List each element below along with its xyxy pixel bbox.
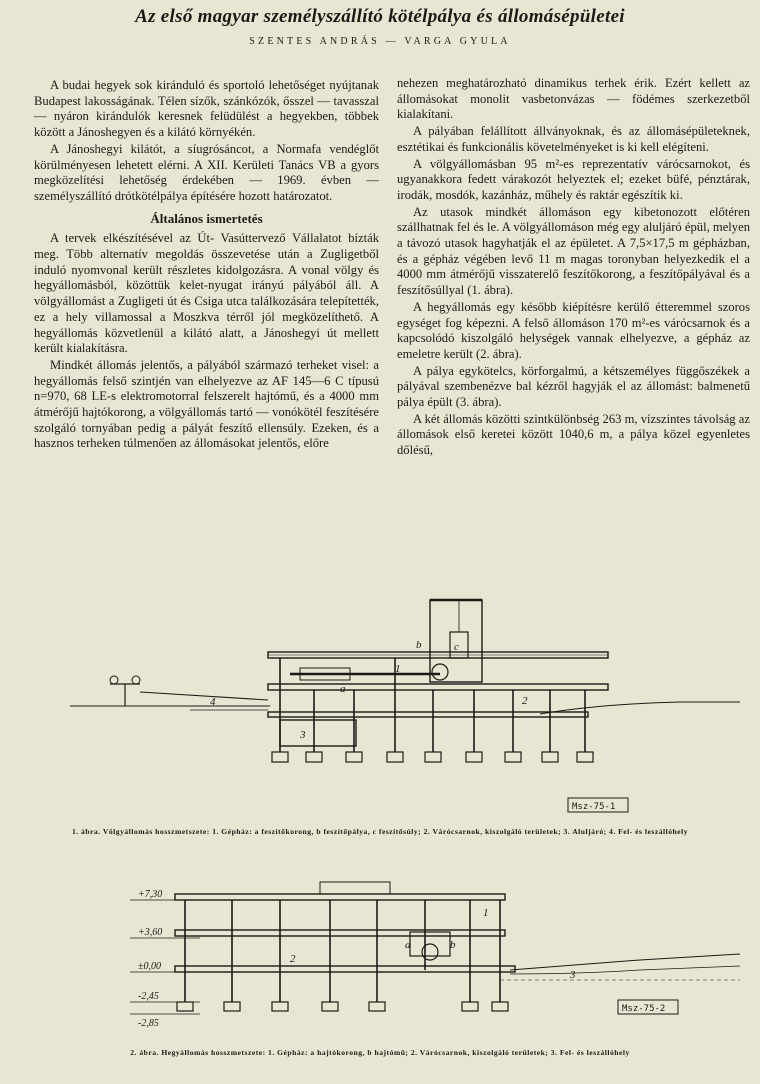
figure-2-caption: 2. ábra. Hegyállomás hosszmetszete: 1. Gépház: a hajtókorong, b hajtómű; 2. Várócsarnok, kiszolgáló területek; 3. Fel- és leszállóhely — [130, 1048, 630, 1057]
level-marker: +3,60 — [138, 927, 163, 938]
figure-label: a — [340, 683, 346, 695]
right-column — [397, 76, 750, 460]
figure-1-caption: 1. ábra. Völgyállomás hosszmetszete: 1. Gépház: a feszítőkorong, b feszítőpálya, c feszítősúly; 2. Várócsarnok, kiszolgáló területek; 3. Aluljáró; 4. Fel- és leszállóhely — [71, 827, 689, 836]
figure-label: 3 — [300, 729, 306, 741]
left-column — [34, 78, 379, 453]
paragraph: nehezen meghatározható dinamikus terhek érik. Ezért kellett az állomásokat monolit vasbetonvázas — födémes szerkezetből kialakítani. — [397, 76, 750, 122]
level-marker: ±0,00 — [138, 961, 161, 972]
figure-label: 4 — [210, 696, 216, 708]
figure-label: 3 — [570, 969, 576, 981]
article-title: Az első magyar személyszállító kötélpálya és állomásépületei — [135, 6, 625, 27]
paragraph: Az utasok mindkét állomáson egy kibetonozott előtéren szállhatnak fel és le. A völgyállomáson még egy aluljáró épül, melyen a távozó utasok hagyhatják el az épületet. A 7,5×17,5 m gépházban, és a gépház végében levő 11 m magas toronyban helyezkedik el a 4000 mm átmérőjű visszaterelő feszítőkorong, a feszítőpályával és a feszítősúllyal (1. ábra). — [397, 204, 750, 298]
paragraph: A tervek elkészítésével az Út- Vasúttervező Vállalatot bízták meg. Több alternatív megoldás összevetése után a Zugligetből induló nyomvonal került részletes kidolgozásra. A vonal völgy és hegyállomásból, közöttük kelet-nyugat irányú pályából áll. A völgyállomást a Zugligeti út és Csiga utca találkozására telepítették, ez a hely villamossal a Moszkva térről jól megközelíthető. A hegyállomás közvetlenül a kilátó alatt, a Jánoshegyi út mellett került kialakításra. — [34, 231, 379, 356]
paragraph: A völgyállomásban 95 m²-es reprezentatív várócsarnokot, és ugyanakkora fedett várakozót helyeztek el; ezeket büfé, pénztárak, irodák, mosdók, kazánház, műhely és raktár egészítik ki. — [397, 156, 750, 202]
figure-tag: Msz-75-1 — [572, 802, 616, 812]
level-marker: -2,85 — [138, 1018, 159, 1029]
paragraph: Mindkét állomás jelentős, a pályából származó terheket visel: a hegyállomás felső szintjén van elhelyezve az AF 145—6 C típusú n=970, 68 LE-s elektromotorral felszerelt hajtómű, és a 4000 mm átmérőjű hajtókorong, a völgyállomás tartó — vonókötél feszítésére szolgáló tornyában pedig a pályát feszítő ellensúly. Ezeken, és a hasznos terheken túlmenően az állomásokat jelentős, előre — [34, 357, 379, 451]
paragraph: A pálya egykötelcs, körforgalmú, a kétszemélyes függőszékek a pályával szembenézve bal kézről hagyják el az állomást: balmenetű pálya épült (3. ábra). — [397, 363, 750, 410]
level-marker: -2,45 — [138, 991, 159, 1002]
article-authors: SZENTES ANDRÁS — VARGA GYULA — [249, 36, 511, 47]
paragraph: A hegyállomás egy később kiépítésre kerülő étteremmel szoros egységet fog képezni. A felső állomáson 170 m²-es várócsarnok és a kapcsolódó kiszolgáló helységek vannak elhelyezve, a gépház az emeletre került (2. ábra). — [397, 299, 750, 361]
section-heading: Általános ismertetés — [150, 210, 263, 226]
figure-tag: Msz-75-2 — [622, 1004, 666, 1014]
paragraph: A két állomás közötti szintkülönbség 263 m, vízszintes távolság az állomások első keretei között 1040,6 m, a pálya közel egyenletes dőlésű, — [397, 411, 750, 458]
figure-label: c — [454, 641, 459, 653]
paragraph: A pályában felállított állványoknak, és az állomásépületeknek, esztétikai és funkcionális követelményeket is ki kell elégíteni. — [397, 124, 750, 154]
paragraph: A Jánoshegyi kilátót, a síugrósáncot, a Normafa vendéglőt körülményesen lehetett elérni. A XII. Kerületi Tanács VB a gyors megközelítési lehetőség érdekében — 1969. évben — személyszállító drótkötélpálya építésére hozott határozatot. — [34, 141, 379, 203]
figure-label: b — [450, 939, 456, 951]
figure-label: 2 — [290, 953, 296, 965]
figure-2-mountain-station-section — [0, 870, 760, 1035]
figure-label: 1 — [483, 907, 489, 919]
figure-1-valley-station-section — [0, 592, 760, 824]
figure-label: 1 — [395, 663, 401, 675]
figure-label: 2 — [522, 695, 528, 707]
figure-label: b — [416, 639, 422, 651]
level-marker: +7,30 — [138, 889, 163, 900]
figure-label: a — [405, 939, 411, 951]
paragraph: A budai hegyek sok kiránduló és sportoló lehetőséget nyújtanak Budapest lakosságának. Télen sízők, szánkózók, ősszel — tavasszal — nyáron kirándulók keresnek felüdülést a hegyekben, többek között a Jánoshegyen és a kilátó környékén. — [34, 78, 379, 140]
